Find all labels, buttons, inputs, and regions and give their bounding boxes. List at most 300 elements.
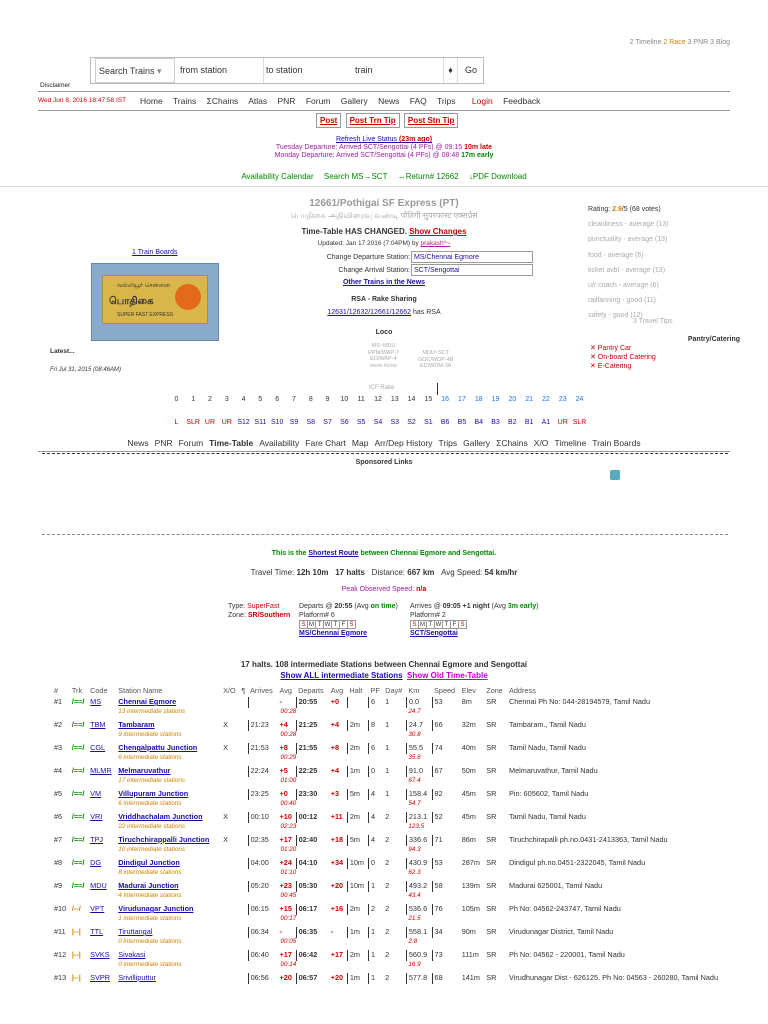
rating-summary — [588, 202, 748, 217]
day-number: 1 — [385, 766, 390, 775]
day-box: M — [420, 622, 425, 628]
segment-time: 01:00 — [280, 777, 297, 784]
table-row[interactable] — [52, 927, 742, 938]
nav-trips[interactable]: Trips — [436, 96, 456, 106]
swap-icon[interactable]: ♦ — [443, 58, 457, 83]
segment-time: 01:20 — [280, 846, 297, 853]
rating-item[interactable]: safety - good (12) — [588, 312, 643, 320]
station-code-link[interactable]: VM — [90, 789, 102, 798]
coach-type[interactable]: S8 — [306, 419, 316, 426]
platform: 8 — [368, 720, 383, 731]
departure-time: 20:55 — [334, 603, 353, 610]
rating-item[interactable]: punctuality - average (13) — [588, 236, 668, 244]
station-name-link[interactable]: Virudunagar Junction — [118, 904, 194, 913]
subnav-x-o[interactable]: X/O — [533, 438, 549, 448]
coach-type[interactable]: S12 — [237, 419, 250, 426]
disclaimer-link[interactable]: Disclaimer — [40, 82, 71, 89]
station-code-link[interactable]: DG — [90, 858, 102, 867]
subnav-pnr[interactable]: PNR — [154, 438, 173, 448]
spacer — [88, 961, 116, 973]
elevation: 50m — [461, 766, 476, 775]
station-name-link[interactable]: Tiruchchirappalli Junction — [118, 835, 210, 844]
pilcrow-cell — [239, 927, 248, 938]
rating-item[interactable]: food - average (6) — [588, 251, 644, 259]
spacer — [347, 938, 368, 950]
coach-type[interactable]: S9 — [289, 419, 299, 426]
elevation: 8m — [461, 697, 472, 706]
row-number: #12 — [54, 950, 67, 959]
elevation: 45m — [461, 812, 476, 821]
segment-distance: 123.5 — [408, 823, 425, 830]
loco-info-1[interactable] — [368, 343, 399, 369]
coach-position: 2 — [208, 396, 212, 403]
station-code-link[interactable]: SVPR — [90, 973, 110, 982]
spacer — [88, 938, 116, 950]
subnav-forum[interactable]: Forum — [178, 438, 204, 448]
spacer — [88, 846, 116, 858]
nav-news[interactable]: News — [378, 96, 400, 106]
distance-km: 558.1 — [406, 927, 432, 938]
subnav-availability[interactable]: Availability — [259, 438, 300, 448]
distance-km: 536.6 — [406, 904, 432, 915]
subnav-gallery[interactable]: Gallery — [463, 438, 491, 448]
spacer — [347, 731, 368, 743]
board-text-top: வல்லியூர் சென்னை — [117, 283, 170, 289]
spacer — [88, 754, 116, 766]
halt-duration: 1m — [347, 766, 368, 777]
station-name-link[interactable]: Chennai Egmore — [118, 697, 177, 706]
day-box: T — [331, 620, 340, 629]
departure-avg: +4 — [330, 766, 340, 775]
segment-row — [52, 869, 742, 881]
go-button[interactable]: Go — [457, 58, 484, 83]
station-name-link[interactable]: Madurai Junction — [118, 881, 179, 890]
show-old-timetable-link[interactable]: Show Old Time-Table — [407, 671, 488, 680]
station-code-link[interactable]: MDU — [90, 881, 107, 890]
station-name-link[interactable]: Srivilliputtur — [118, 973, 156, 982]
other-trains-link[interactable]: Other Trains in the News — [342, 279, 426, 286]
train-zone: SR/Southern — [247, 611, 291, 619]
board-text-bottom: SUPER FAST EXPRESS — [117, 312, 174, 318]
speed: 71 — [434, 835, 443, 844]
coach-type[interactable]: B2 — [508, 419, 517, 426]
spacer — [239, 708, 248, 720]
travel-tips-link[interactable]: 3 Travel Tips — [633, 318, 673, 325]
arrival-station-select[interactable]: SCT/Sengottai — [411, 264, 533, 276]
train-search-input[interactable] — [95, 58, 175, 83]
to-station-input[interactable]: to station — [266, 65, 303, 75]
coach-type[interactable]: S11 — [254, 419, 267, 426]
elevation: 105m — [461, 904, 480, 913]
login-link[interactable]: Login — [471, 96, 493, 106]
column-header: Zone — [486, 686, 503, 695]
arrival-avg: +15 — [279, 904, 292, 913]
xo-marker: X — [223, 743, 228, 752]
elevation: 139m — [461, 881, 480, 890]
coach-type[interactable]: S3 — [390, 419, 400, 426]
rsa-train-links[interactable]: 12631/12632/12661/12662 — [327, 309, 412, 316]
train-subnav — [38, 434, 730, 452]
station-name-link[interactable]: Sivakasi — [118, 950, 146, 959]
monday-delay: 17m early — [461, 152, 494, 159]
departure-avg: +20 — [330, 973, 344, 982]
pilcrow-cell — [239, 973, 248, 984]
pdf-download-link[interactable]: ↓PDF Download — [468, 172, 527, 181]
spacer — [383, 823, 406, 835]
coach-type[interactable]: UR — [557, 419, 568, 426]
arrival-station-label: Change Arrival Station: — [338, 267, 410, 274]
timeline-link[interactable]: 2 Timeline — [629, 39, 662, 46]
departure-station-link[interactable]: MS/Chennai Egmore — [299, 629, 368, 637]
board-plate — [102, 275, 208, 324]
subnav-trips[interactable]: Trips — [438, 438, 458, 448]
address: Ph No: 04562-243747, Tamil Nadu — [508, 904, 621, 913]
arrival-avg: - — [279, 927, 282, 936]
segment-time: 00:45 — [280, 892, 297, 899]
blog-link[interactable]: 3 Blog — [710, 39, 730, 46]
intermediate-stations-count: 6 intermediate stations — [118, 754, 182, 761]
coach-type[interactable]: UR — [221, 419, 232, 426]
coach-type[interactable]: L — [174, 419, 179, 426]
train-input[interactable]: train — [355, 65, 373, 75]
subnav-news[interactable]: News — [127, 438, 149, 448]
station-name-link[interactable]: Tambaram — [118, 720, 155, 729]
spacer — [221, 938, 239, 950]
spacer — [52, 846, 70, 858]
departure-time: 04:10 — [296, 858, 329, 869]
rating-item[interactable]: cleanliness - average (13) — [588, 221, 669, 229]
address: Ph No: 04562 - 220001, Tamil Nadu — [508, 950, 625, 959]
track-type: /==/ — [71, 743, 85, 752]
station-name-link[interactable]: Vriddhachalam Junction — [118, 812, 203, 821]
refresh-live-status-link[interactable] — [0, 136, 768, 144]
table-row[interactable] — [52, 812, 742, 823]
coach-type[interactable]: S7 — [323, 419, 332, 426]
availability-calendar-link[interactable]: Availability Calendar — [241, 172, 314, 181]
ad-info-icon[interactable] — [610, 470, 620, 480]
distance-km: 577.8 — [406, 973, 432, 984]
subnav-arr-dep-history[interactable]: Arr/Dep History — [374, 438, 433, 448]
segment-row — [52, 823, 742, 835]
spacer — [239, 800, 248, 812]
departure-platform: Platform# 6 — [299, 611, 335, 619]
subnav-time-table[interactable]: Time-Table — [209, 438, 254, 448]
address: Tiruchchirapalli ph.no.0431-2413363, Tamil Nadu — [508, 835, 668, 844]
coach-type[interactable]: SLR — [186, 419, 200, 426]
spacer — [52, 754, 70, 766]
departure-time: 00:12 — [296, 812, 329, 823]
coach-type[interactable]: S4 — [373, 419, 383, 426]
day-box: S — [410, 620, 419, 629]
coach-type[interactable]: B3 — [491, 419, 500, 426]
station-name-link[interactable]: Chengalpattu Junction — [118, 743, 198, 752]
spacer — [52, 777, 70, 789]
station-code-link[interactable]: VPT — [90, 904, 105, 913]
intermediate-stations-count: 0 intermediate stations — [118, 938, 182, 945]
post-button[interactable]: Post — [316, 113, 341, 128]
spacer — [368, 938, 383, 950]
speed: 68 — [434, 973, 443, 982]
monday-text: Monday Departure: Arrived SCT/Sengottai (4 PFs) @ 08:48 — [274, 152, 462, 159]
pnr-link[interactable]: 3 PNR — [687, 39, 709, 46]
segment-distance: 2.8 — [408, 938, 418, 945]
departure-station-select[interactable]: MS/Chennai Egmore — [411, 251, 533, 263]
station-name-link[interactable]: Tiruttangal — [118, 927, 153, 936]
coach-type[interactable]: B1 — [524, 419, 534, 426]
station-name-link[interactable]: Melmaruvathur — [118, 766, 171, 775]
halt-duration: 2m — [347, 904, 368, 915]
post-station-tip-button[interactable]: Post Stn Tip — [404, 113, 459, 128]
spacer — [70, 869, 88, 881]
speed: 73 — [434, 950, 443, 959]
rating-item[interactable]: ticket avbl - average (13) — [588, 266, 666, 274]
row-number: #8 — [54, 858, 63, 867]
platform: 6 — [368, 697, 383, 708]
track-type: /==/ — [71, 835, 85, 844]
track-type: |--| — [71, 950, 81, 959]
spacer — [347, 708, 368, 720]
column-header: Speed — [434, 686, 456, 695]
type-label: Type: — [228, 603, 248, 610]
spacer — [239, 938, 248, 950]
coach-type[interactable]: B5 — [457, 419, 467, 426]
coach-type[interactable]: UR — [204, 419, 216, 426]
station-code-link[interactable]: MLMR — [90, 766, 112, 775]
coach-type[interactable]: S5 — [356, 419, 366, 426]
zone: SR — [486, 835, 497, 844]
column-header: Trk — [71, 686, 83, 695]
departure-time: 06:17 — [296, 904, 329, 915]
day-number: 1 — [385, 720, 390, 729]
nav-chains[interactable]: ΣChains — [206, 96, 239, 106]
speed: 58 — [434, 881, 443, 890]
train-board-image[interactable] — [91, 263, 219, 341]
race-link[interactable]: 2 Race — [663, 39, 686, 46]
coach-type[interactable]: B4 — [474, 419, 484, 426]
arrival-avg: +5 — [279, 766, 288, 775]
spacer — [368, 754, 383, 766]
subnav-map[interactable]: Map — [351, 438, 369, 448]
arrival-station-link[interactable]: SCT/Sengottai — [410, 629, 458, 637]
top-links — [630, 39, 730, 46]
departure-time: 21:25 — [296, 720, 329, 731]
table-row[interactable] — [52, 743, 742, 754]
tuesday-status — [0, 144, 768, 152]
table-row[interactable] — [52, 973, 742, 984]
halt-duration: 10m — [347, 881, 368, 892]
table-row[interactable] — [52, 835, 742, 846]
feedback-link[interactable]: Feedback — [503, 96, 541, 106]
arrival-time: 21:53 — [248, 743, 277, 754]
arrival-avg: +24 — [279, 858, 292, 867]
station-code-link[interactable]: VRI — [90, 812, 103, 821]
station-name-link[interactable]: Dindigul Junction — [118, 858, 180, 867]
travel-time-label: Travel Time: — [250, 568, 297, 577]
coach-position: 7 — [292, 396, 296, 403]
coach-type[interactable]: S2 — [407, 419, 416, 426]
from-station-input[interactable]: from station — [178, 58, 264, 83]
day-box: T — [442, 620, 451, 629]
spacer — [52, 823, 70, 835]
avg-speed-label: Avg Speed: — [441, 568, 485, 577]
station-code-link[interactable]: TPJ — [90, 835, 104, 844]
show-all-stations-link[interactable]: Show ALL intermediate Stations — [280, 671, 403, 680]
subnav-train-boards[interactable]: Train Boards — [592, 438, 641, 448]
nav-atlas[interactable]: Atlas — [248, 96, 268, 106]
station-name-link[interactable]: Villupuram Junction — [118, 789, 189, 798]
station-code-link[interactable]: SVKS — [90, 950, 110, 959]
onboard-catering-item: ✕ On-board Catering — [590, 354, 656, 361]
table-row[interactable] — [52, 766, 742, 777]
column-header: Halt — [349, 686, 363, 695]
pantry-car-item: ✕ Pantry Car — [590, 345, 632, 352]
spacer — [368, 846, 383, 858]
timetable — [52, 684, 742, 984]
spacer — [329, 915, 348, 927]
track-type: /==/ — [71, 812, 85, 821]
pilcrow-cell — [239, 720, 248, 731]
rating-item[interactable]: u/r coach - average (6) — [588, 282, 659, 290]
spacer — [329, 731, 348, 743]
shortest-route-link[interactable]: Shortest Route — [308, 550, 359, 557]
nav-pnr[interactable]: PNR — [277, 96, 296, 106]
spacer — [221, 777, 239, 789]
spacer — [52, 892, 70, 904]
column-header: PF — [370, 686, 380, 695]
search-bar — [90, 57, 484, 84]
return-train-link[interactable]: ↔Return# 12662 — [397, 172, 459, 181]
updated-by-link[interactable]: prakash^~ — [420, 240, 451, 247]
spacer — [221, 708, 239, 720]
updated-info — [0, 240, 768, 247]
xo-marker — [221, 927, 239, 938]
segment-distance: 21.5 — [408, 915, 421, 922]
halts-summary: 17 halts. 108 intermediate Stations between Chennai Egmore and Sengottai — [240, 660, 528, 669]
elevation: 32m — [461, 720, 476, 729]
address: Virudhunagar Dist - 626125. Ph No: 04563 - 260280, Tamil Nadu — [508, 973, 719, 982]
show-changes-link[interactable]: Show Changes — [409, 227, 467, 236]
peak-speed — [0, 586, 768, 593]
table-row[interactable] — [52, 881, 742, 892]
spacer — [368, 892, 383, 904]
table-row[interactable] — [52, 950, 742, 961]
arrival-time: 21:23 — [248, 720, 277, 731]
nav-home[interactable]: Home — [140, 96, 163, 106]
rating-item[interactable]: railfanning - good (11) — [588, 297, 656, 305]
halt-duration: 2m — [347, 812, 368, 823]
intermediate-stations-count: 17 intermediate stations — [118, 777, 186, 784]
arrival-platform: Platform# 2 — [410, 611, 446, 619]
coach-type[interactable]: A1 — [541, 419, 551, 426]
departure-avg: +34 — [330, 858, 344, 867]
nav-gallery[interactable]: Gallery — [340, 96, 368, 106]
spacer — [239, 961, 248, 973]
coach-type[interactable]: S6 — [340, 419, 349, 426]
segment-time: 00:17 — [280, 915, 297, 922]
day-number: 2 — [385, 812, 390, 821]
spacer — [368, 961, 383, 973]
spacer — [221, 846, 239, 858]
table-row[interactable] — [52, 697, 742, 708]
subnav--chains[interactable]: ΣChains — [496, 438, 528, 448]
spacer — [383, 892, 406, 904]
departure-days — [299, 620, 398, 630]
dropdown-arrow-icon[interactable]: ▾ — [157, 66, 162, 76]
departure-time: 06:42 — [296, 950, 329, 961]
loco-info-2[interactable] — [418, 350, 453, 370]
intermediate-stations-count: 22 intermediate stations — [118, 823, 186, 830]
intermediate-stations-count: 6 intermediate stations — [118, 800, 182, 807]
coach-position: 18 — [474, 396, 483, 403]
row-number: #10 — [54, 904, 67, 913]
post-train-tip-button[interactable]: Post Trn Tip — [346, 113, 400, 128]
rating-votes: /5 (68 votes) — [621, 206, 661, 213]
coach-type[interactable]: B6 — [440, 419, 450, 426]
distance-km: 213.1 — [406, 812, 432, 823]
coach-type[interactable]: S1 — [424, 419, 433, 426]
nav-forum[interactable]: Forum — [305, 96, 331, 106]
divider — [42, 453, 728, 454]
station-code-link[interactable]: TTL — [90, 927, 104, 936]
table-row[interactable] — [52, 858, 742, 869]
coach-type[interactable]: S10 — [270, 419, 284, 426]
departure-time: 23:30 — [296, 789, 329, 800]
railway-seal-icon — [175, 284, 201, 310]
table-row[interactable] — [52, 720, 742, 731]
xo-marker — [221, 697, 239, 708]
spacer — [52, 731, 70, 743]
search-route-link[interactable]: Search MS→SCT — [323, 172, 388, 181]
spacer — [70, 892, 88, 904]
subnav-timeline[interactable]: Timeline — [554, 438, 587, 448]
intermediate-stations-count: 8 intermediate stations — [118, 869, 182, 876]
rsa-heading: RSA - Rake Sharing — [351, 296, 417, 303]
loco-line: MS~MDU — [371, 343, 396, 349]
row-number: #7 — [54, 835, 63, 844]
nav-trains[interactable]: Trains — [172, 96, 197, 106]
arrival-time: 23:25 — [248, 789, 277, 800]
segment-row — [52, 800, 742, 812]
spacer — [239, 777, 248, 789]
refresh-label: Refresh Live Status — [335, 136, 398, 143]
pilcrow-cell — [239, 950, 248, 961]
intermediate-stations-count: 4 intermediate stations — [118, 892, 182, 899]
coach-position: 4 — [241, 396, 246, 403]
arrival-time: 00:10 — [248, 812, 277, 823]
platform: 0 — [368, 858, 383, 869]
halt-duration: 2m — [347, 743, 368, 754]
coach-position: 10 — [340, 396, 349, 403]
spacer — [329, 708, 348, 720]
divider — [0, 186, 768, 187]
nav-faq[interactable]: FAQ — [409, 96, 427, 106]
table-row[interactable] — [52, 904, 742, 915]
arrival-info: Arrives @ 09:05 +1 night (Avg 3m early) Platform# 2 S M T W T F S SCT/Sengottai — [410, 603, 539, 637]
elevation: 86m — [461, 835, 476, 844]
segment-distance: 30.8 — [408, 731, 421, 738]
spacer — [383, 777, 406, 789]
station-code-link[interactable]: CGL — [90, 743, 106, 752]
coach-position: 12 — [374, 396, 382, 403]
station-code-link[interactable]: TBM — [90, 720, 106, 729]
train-boards-link[interactable]: 1 Train Boards — [132, 249, 178, 256]
coach-type[interactable]: SLR — [572, 419, 587, 426]
table-row[interactable] — [52, 789, 742, 800]
monday-status — [0, 152, 768, 160]
subnav-fare-chart[interactable]: Fare Chart — [305, 438, 346, 448]
station-code-link[interactable]: MS — [90, 697, 102, 706]
coach-position: 11 — [357, 396, 365, 403]
